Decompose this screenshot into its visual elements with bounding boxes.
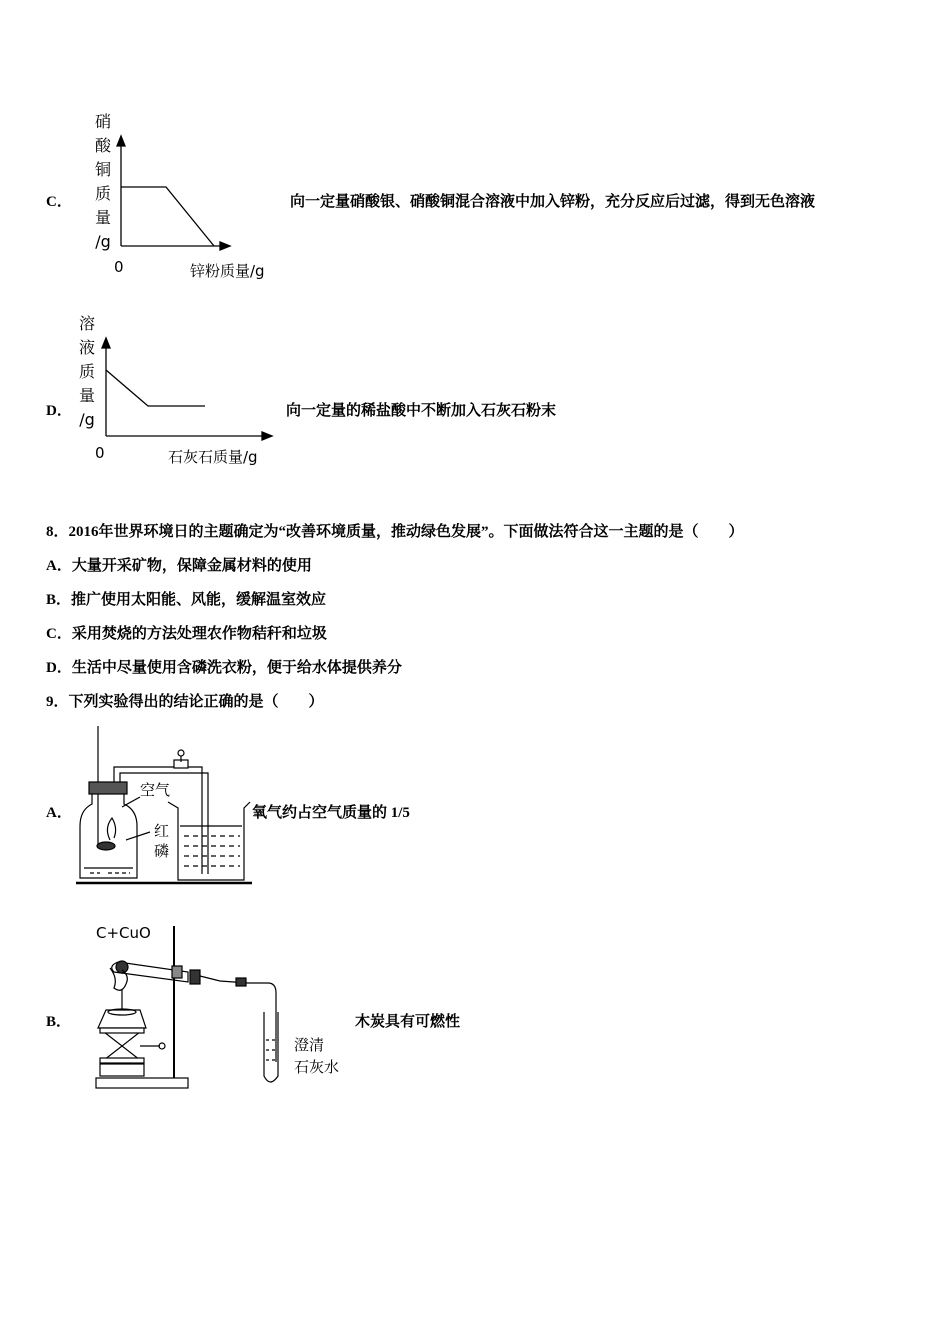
q8-option-b: B．推广使用太阳能、风能，缓解温室效应 — [46, 592, 327, 608]
q8-option-a: A．大量开采矿物，保障金属材料的使用 — [46, 558, 312, 574]
y-label-char: 量 — [78, 386, 95, 405]
option-d-letter: D． — [46, 403, 72, 419]
y-label-char: 液 — [78, 338, 95, 357]
label-lin: 磷 — [154, 842, 170, 860]
y-label-char: 酸 — [94, 136, 111, 155]
label-lime: 石灰水 — [294, 1058, 340, 1076]
y-label-char: 质 — [78, 362, 95, 381]
option-d-origin: 0 — [95, 444, 105, 462]
y-label-char: /g — [79, 410, 95, 429]
q8-stem: 8．2016年世界环境日的主题确定为“改善环境质量，推动绿色发展”。下面做法符合这一主题的是（ ） — [46, 524, 744, 540]
y-label-char: 量 — [94, 208, 111, 227]
y-label-char: 质 — [94, 184, 111, 203]
q9-option-a-desc: 氧气约占空气质量的 1/5 — [252, 805, 410, 821]
y-label-char: 硝 — [94, 112, 111, 131]
q9-option-b-desc: 木炭具有可燃性 — [355, 1014, 461, 1030]
option-c-origin: 0 — [114, 258, 124, 276]
y-label-char: 铜 — [94, 160, 111, 179]
q9-stem: 9．下列实验得出的结论正确的是（ ） — [46, 694, 324, 710]
label-reagent: C+CuO — [96, 924, 151, 942]
option-c-x-label: 锌粉质量/g — [190, 262, 265, 280]
option-d-desc: 向一定量的稀盐酸中不断加入石灰石粉末 — [286, 403, 557, 419]
q9-option-a-letter: A． — [46, 805, 72, 821]
label-clear: 澄清 — [294, 1036, 325, 1054]
option-c-letter: C． — [46, 194, 72, 210]
option-c-desc: 向一定量硝酸银、硝酸铜混合溶液中加入锌粉，充分反应后过滤，得到无色溶液 — [290, 194, 816, 210]
option-d-x-label: 石灰石质量/g — [168, 448, 258, 466]
y-label-char: 溶 — [78, 314, 95, 333]
y-label-char: /g — [95, 232, 111, 251]
label-air: 空气 — [140, 781, 171, 799]
q9-option-b-letter: B． — [46, 1014, 72, 1030]
q8-option-c: C．采用焚烧的方法处理农作物秸秆和垃圾 — [46, 626, 327, 642]
label-hong: 红 — [154, 822, 170, 840]
q8-option-d: D．生活中尽量使用含磷洗衣粉，便于给水体提供养分 — [46, 660, 402, 676]
